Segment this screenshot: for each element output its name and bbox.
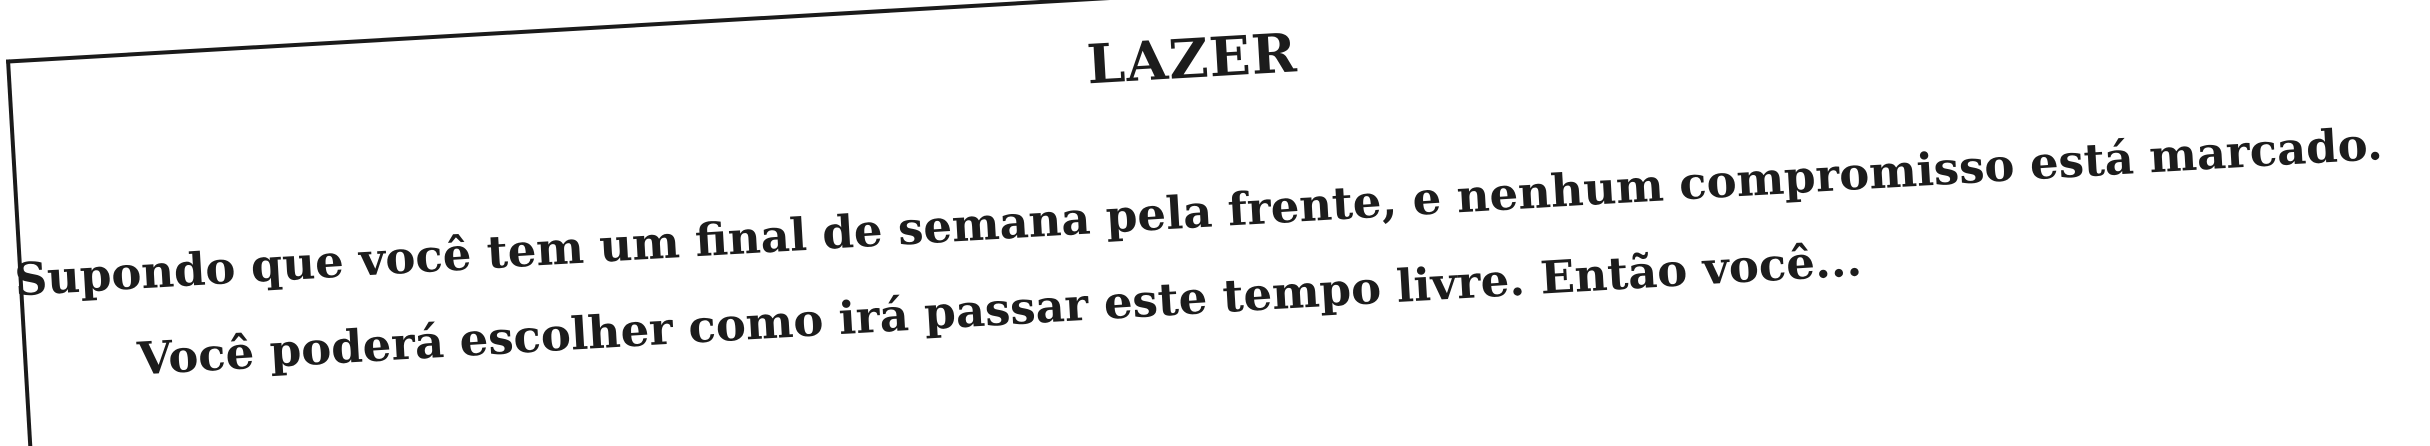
intro-paragraph: Supondo que você tem um final de semana pela frente, e nenhum compromisso está marcado. Você poderá escolher como irá passar este tempo livre. Então você... — [13, 117, 2384, 386]
section-title: LAZER — [1085, 20, 1299, 97]
